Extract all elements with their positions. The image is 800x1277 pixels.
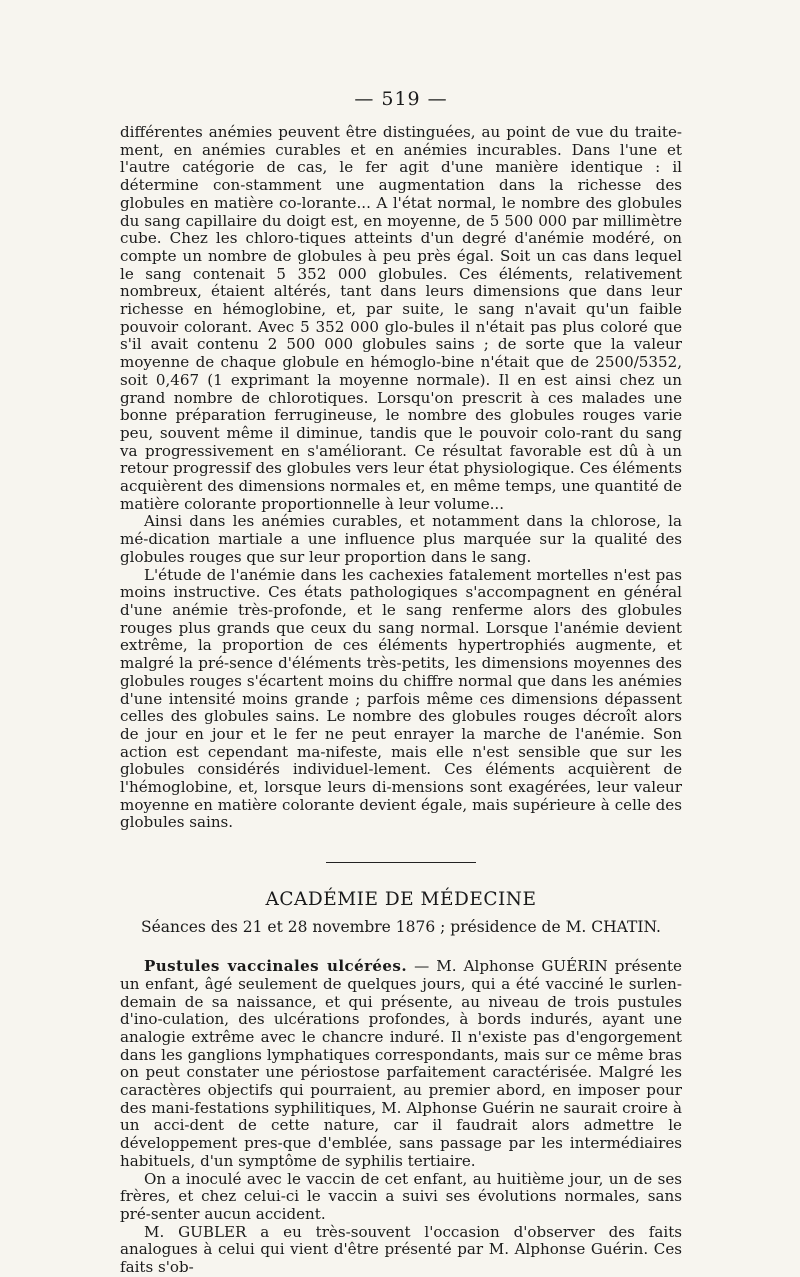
paragraph-lead: M. GUBLER	[144, 1222, 247, 1241]
paragraph-chlorose: Ainsi dans les anémies curables, et notamment dans la chlorose, la mé-dication martiale a une influence plus marquée sur la qualité des globules rouges que sur leur proportion dans le sang.	[120, 512, 682, 566]
paragraph-lead: Pustules vaccinales ulcérées.	[144, 957, 407, 976]
section-divider	[326, 862, 476, 863]
paragraph-cachexies: L'étude de l'anémie dans les cachexies fatalement mortelles n'est pas moins instructive. Ces états pathologiques s'accompagnent en général d'une anémie très-profonde, et le sang renferme alors des globules rouges plus grands que ceux du sang normal. Lorsque l'anémie devient extrême, la proportion de ces éléments hypertrophiés augmente, et malgré la pré-sence d'éléments très-petits, les dimensions moyennes des globules rouges s'écartent moins du chiffre normal que dans les anémies d'une intensité moins grande ; parfois même ces dimensions dépassent celles des globules sains. Le nombre des globules rouges décroît alors de jour en jour et le fer ne peut enrayer la marche de l'anémie. Son action est cependant ma-nifeste, mais elle n'est sensible que sur les globules considérés individuel-lement. Ces éléments acquièrent de l'hémoglobine, et, lorsque leurs di-mensions sont exagérées, leur valeur moyenne en matière colorante devient égale, mais supérieure à celle des globules sains.	[120, 565, 682, 832]
paragraph-text: a eu très-souvent l'occasion d'observer des faits analogues à celui qui vient d'être présenté par M. Alphonse Guérin. Ces faits s'ob-	[120, 1222, 683, 1277]
article-body-top	[120, 124, 682, 832]
session-line: Séances des 21 et 28 novembre 1876 ; présidence de M. CHATIN.	[141, 918, 661, 937]
paragraph-text: On a inoculé avec le vaccin de cet enfant, au huitième jour, un de ses frères, et chez celui-ci le vaccin a suivi ses évolutions normales, sans pré-senter aucun accident.	[120, 1169, 682, 1223]
paragraph-text: — M. Alphonse GUÉRIN présente un enfant, âgé seulement de quelques jours, qui a été vacciné le surlen-demain de sa naissance, et qui présente, au niveau de trois pustules d'ino-culation, des ulcérations profondes, à bords indurés, ayant une analogie extrême avec le chancre induré. Il n'existe pas d'engorgement dans les ganglions lymphatiques correspondants, mais sur ce même bras on peut constater une périostose parfaitement caractérisée. Malgré les caractères objectifs qui pourraient, au premier abord, en imposer pour des mani-festations syphilitiques, M. Alphonse Guérin ne saurait croire à un acci-dent de cette nature, car il faudrait alors admettre le développement pres-que d'emblée, sans passage par les intermédiaires habituels, d'un symptôme de syphilis tertiaire.	[120, 957, 682, 1170]
paragraph-inoculation	[120, 1171, 682, 1224]
page-number: — 519 —	[354, 88, 448, 110]
paragraph-gubler	[120, 1224, 682, 1277]
section-heading: ACADÉMIE DE MÉDECINE	[265, 889, 537, 911]
paragraph-pustules	[120, 958, 682, 1170]
paragraph-anemies: différentes anémies peuvent être distinguées, au point de vue du traite-ment, en anémies curables et en anémies incurables. Dans l'une et l'autre catégorie de cas, le fer agit d'une manière identique : il détermine con-stamment une augmentation dans la richesse des globules en matière co-lorante... A l'état normal, le nombre des globules du sang capillaire du doigt est, en moyenne, de 5 500 000 par millimètre cube. Chez les chloro-tiques atteints d'un degré d'anémie modéré, on compte un nombre de globules à peu près égal. Soit un cas dans lequel le sang contenait 5 352 000 globules. Ces éléments, relativement nombreux, étaient altérés, tant dans leurs dimensions que dans leur richesse en hémoglobine, et, par suite, le sang n'avait qu'un faible pouvoir colorant. Avec 5 352 000 glo-bules il n'était pas plus coloré que s'il avait contenu 2 500 000 globules sains ; de sorte que la valeur moyenne de chaque globule en hémoglo-bine n'était que de 2500/5352, soit 0,467 (1 exprimant la moyenne normale). Il en est ainsi chez un grand nombre de chlorotiques. Lorsqu'on prescrit à ces malades une bonne préparation ferrugineuse, le nombre des globules rouges varie peu, souvent même il diminue, tandis que le pouvoir colo-rant du sang va progressivement en s'améliorant. Ce résultat favorable est dû à un retour progressif des globules vers leur état physiologique. Ces éléments acquièrent des dimensions normales et, en même temps, une quantité de matière colorante proportionnelle à leur volume...	[120, 123, 682, 513]
article-body-bottom	[120, 958, 682, 1277]
